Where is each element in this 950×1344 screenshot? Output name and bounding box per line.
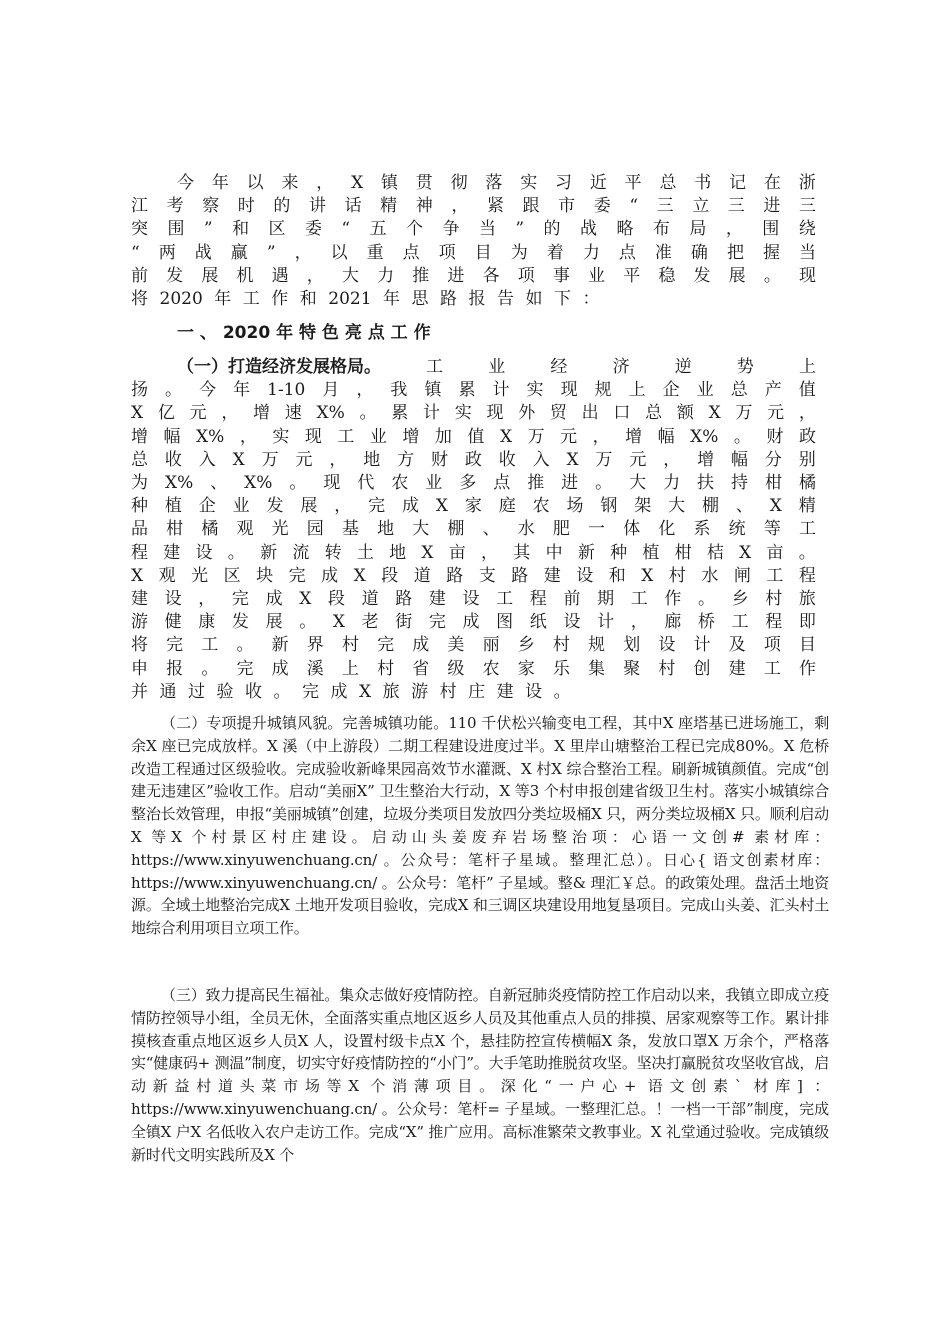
- section2-paragraph: （二）专项提升城镇风貌。完善城镇功能。110 千伏松兴输变电工程，其中X 座塔基已进场施工，剩余X 座已完成放样。X 溪（中上游段）二期工程建设进度过半。X 里岸山塘整治工程已完成80%。X 危桥改造工程通过区级验收。完成验收新峰果园高效节水灌溉、X 村X 综合整治工程。刷新城镇颜值。完成“创建无违建区”验收工作。启动“美丽X” 卫生整治大行动，X 等3 个村申报创建省级卫生村。落实小城镇综合整治长效管理，申报“美丽城镇”创建，垃圾分类项目发放四分类垃圾桶X 只，两分类垃圾桶X 只。顺利启动X 等X 个村景区村庄建设。启动山头姜废弃岩场整治项：心语一文创# 素材库：https://www.xinyuwenchuang.cn/ 。公众号：笔杆子星域。整理汇总）。日心{ 语文创素材库：https://www.xinyuwenchuang.cn/ 。公众号：笔杆” 子星域。整& 理汇￥总。的政策处理。盘活土地资源。全域土地整治完成X 土地开发项目验收，完成X 和三调区块建设用地复垦项目。完成山头姜、汇头村土地综合利用项目立项工作。: [131, 714, 829, 938]
- intro-paragraph: [131, 172, 816, 311]
- section1-line: 申 报 。 完 成 溪 上 村 省 级 农 家 乐 集 聚 村 创 建 工 作: [131, 658, 816, 679]
- section1-line: X 观 光 区 块 完 成 X 段 道 路 支 路 建 设 和 X 村 水 闸 工 程: [131, 565, 816, 586]
- intro-line: 今 年 以 来 ， X 镇 贯 彻 落 实 习 近 平 总 书 记 在 浙: [177, 173, 816, 194]
- intro-line: 突 围 ” 和 区 委 “ 五 个 争 当 ” 的 战 略 布 局 ， 围 绕: [131, 219, 816, 240]
- section1-line: X 亿 元 ， 增 速 X% 。 累 计 实 现 外 贸 出 口 总 额 X 万 元 ，: [131, 403, 816, 424]
- section1-paragraph: [131, 356, 816, 704]
- section3-paragraph: （三）致力提高民生福祉。集众志做好疫情防控。自新冠肺炎疫情防控工作启动以来，我镇立即成立疫情防控领导小组，全员无休，全面落实重点地区返乡人员及其他重点人员的排摸、居家观察等工作。累计排摸核查重点地区返乡人员X 人，设置村级卡点X 个，悬挂防控宣传横幅X 条，发放口罩X 万余个，严格落实“健康码+ 测温”制度，切实守好疫情防控的“小门”。大手笔助推脱贫攻坚。坚决打赢脱贫攻坚收官战，启动新益村道头菜市场等X 个消薄项目。深化“一户心+ 语文创素` 材库] ：https://www.xinyuwenchuang.cn/ 。公众号：笔杆= 子星域。一整理汇总。！一档一干部”制度，完成全镇X 户X 名低收入农户走访工作。完成“X” 推广应用。高标准繁荣文教事业。X 礼堂通过验收。完成镇级新时代文明实践所及X 个: [131, 986, 830, 1164]
- intro-line: “ 两 战 赢 ” ， 以 重 点 项 目 为 着 力 点 准 确 把 握 当: [131, 242, 816, 263]
- section1-line: 扬 。 今 年 1-10 月 ， 我 镇 累 计 实 现 规 上 企 业 总 产 值: [131, 380, 816, 401]
- section1-line: 程 建 设 。 新 流 转 土 地 X 亩 ， 其 中 新 种 植 柑 桔 X 亩 。: [131, 542, 816, 563]
- section1-line: （一）打造经济发展格局。 工 业 经 济 逆 势 上: [177, 357, 816, 378]
- section1-line: 将 完 工 。 新 界 村 完 成 美 丽 乡 村 规 划 设 计 及 项 目: [131, 635, 816, 656]
- intro-line: 前 发 展 机 遇 ， 大 力 推 进 各 项 事 业 平 稳 发 展 。 现: [131, 265, 816, 286]
- section1-line: 种 植 企 业 发 展 ， 完 成 X 家 庭 农 场 钢 架 大 棚 、 X 精: [131, 496, 816, 517]
- section1-line: 建 设 ， 完 成 X 段 道 路 建 设 工 程 前 期 工 作 。 乡 村 旅: [131, 588, 816, 609]
- section1-line: 增 幅 X% ， 实 现 工 业 增 加 值 X 万 元 ， 增 幅 X% 。 财 政: [131, 426, 816, 447]
- section1-line: 品 柑 橘 观 光 园 基 地 大 棚 、 水 肥 一 体 化 系 统 等 工: [131, 519, 816, 540]
- section1-line: 游 健 康 发 展 。 X 老 街 完 成 图 纸 设 计 ， 廊 桥 工 程 即: [131, 612, 816, 633]
- section1-line: 总 收 入 X 万 元 ， 地 方 财 政 收 入 X 万 元 ， 增 幅 分 别: [131, 449, 816, 470]
- section-heading: 一 、 2020 年 特 色 亮 点 工 作: [177, 323, 431, 343]
- section1-line: 并 通 过 验 收 。 完 成 X 旅 游 村 庄 建 设 。: [131, 681, 571, 702]
- intro-line: 江 考 察 时 的 讲 话 精 神 ， 紧 跟 市 委 “ 三 立 三 进 三: [131, 196, 816, 217]
- intro-line: 将 2020 年 工 作 和 2021 年 思 路 报 告 如 下 ：: [131, 289, 600, 310]
- section1-lead: （一）打造经济发展格局。: [177, 357, 381, 378]
- section1-line: 为 X% 、 X% 。 现 代 农 业 多 点 推 进 。 大 力 扶 持 柑 橘: [131, 473, 816, 494]
